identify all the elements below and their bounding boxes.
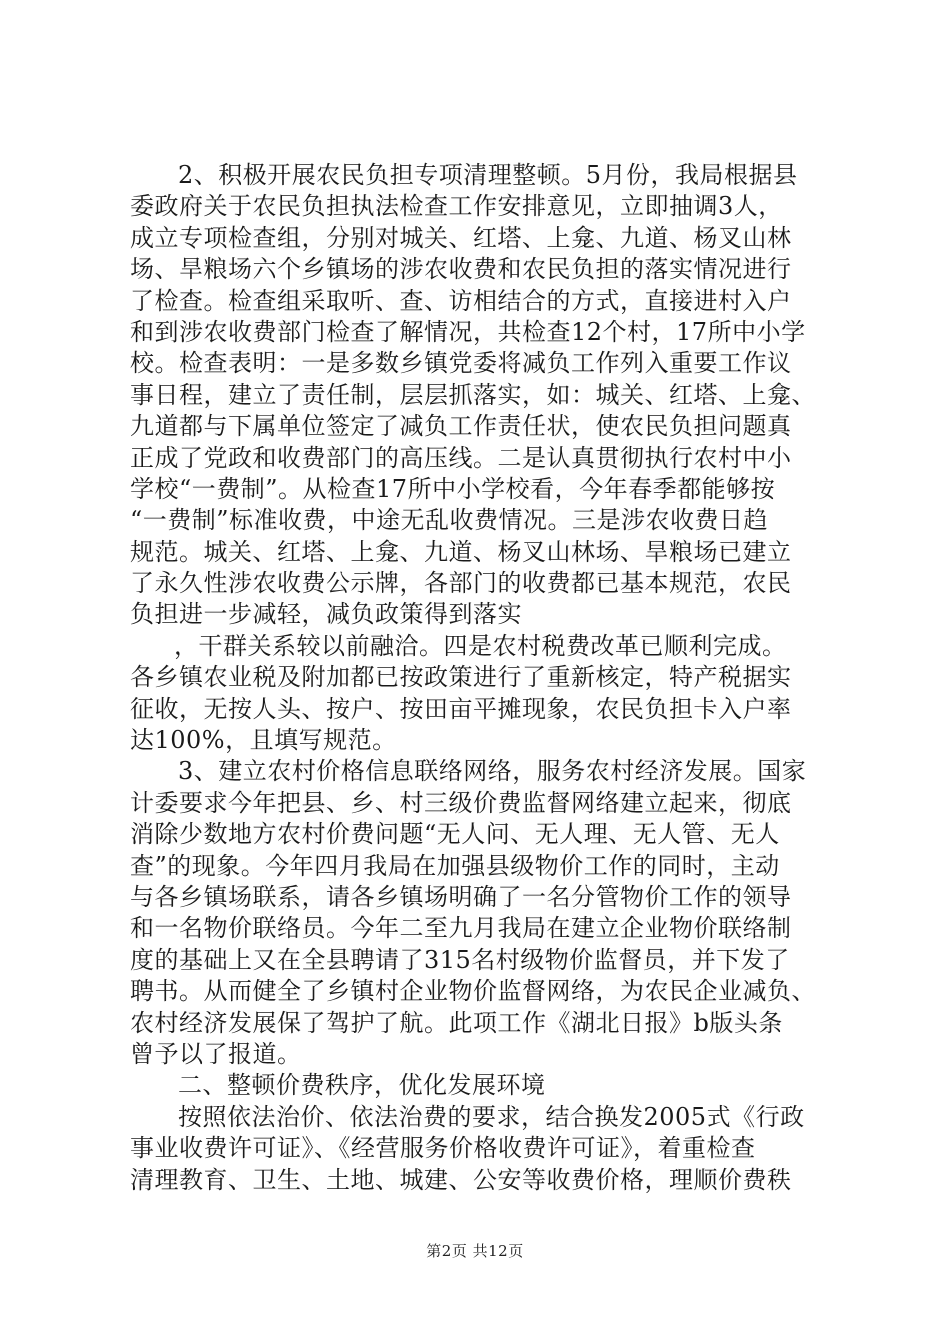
paragraph-line: 曾予以了报道。 <box>130 1039 302 1068</box>
paragraph-line: 3、建立农村价格信息联络网络，服务农村经济发展。国家 <box>178 757 807 786</box>
paragraph-line: 清理教育、卫生、土地、城建、公安等收费价格，理顺价费秩 <box>130 1165 792 1194</box>
paragraph-line: 2、积极开展农民负担专项清理整顿。5月份，我局根据县 <box>178 161 798 189</box>
paragraph-line: 计委要求今年把县、乡、村三级价费监督网络建立起来，彻底 <box>130 788 792 817</box>
paragraph-line: 规范。城关、红塔、上龛、九道、杨叉山林场、旱粮场已建立 <box>130 537 792 566</box>
paragraph-line: 正成了党政和收费部门的高压线。二是认真贯彻执行农村中小 <box>130 443 792 472</box>
paragraph-line: 校。检查表明：一是多数乡镇党委将减负工作列入重要工作议 <box>130 349 792 378</box>
paragraph-line: “一费制”标准收费，中途无乱收费情况。三是涉农收费日趋 <box>130 506 769 535</box>
paragraph-line: 了检查。检查组采取听、查、访相结合的方式，直接进村入户 <box>130 286 792 315</box>
paragraph-line: 查”的现象。今年四月我局在加强县级物价工作的同时，主动 <box>130 851 780 880</box>
paragraph-line: 度的基础上又在全县聘请了315名村级物价监督员，并下发了 <box>130 945 790 974</box>
paragraph-line: 农村经济发展保了驾护了航。此项工作《湖北日报》b版头条 <box>130 1008 783 1037</box>
paragraph-line: 和一名物价联络员。今年二至九月我局在建立企业物价联络制 <box>130 914 792 943</box>
paragraph-line: 事日程，建立了责任制，层层抓落实，如：城关、红塔、上龛、 <box>130 380 816 409</box>
paragraph-line: 负担进一步减轻，减负政策得到落实 <box>130 600 522 629</box>
page-footer <box>0 1240 950 1261</box>
paragraph-line: 聘书。从而健全了乡镇村企业物价监督网络，为农民企业减负、 <box>130 977 816 1006</box>
paragraph-line: 按照依法治价、依法治费的要求，结合换发2005式《行政 <box>178 1102 805 1131</box>
paragraph-line: 事业收费许可证》、《经营服务价格收费许可证》，着重检查 <box>130 1134 756 1163</box>
paragraph-line: 委政府关于农民负担执法检查工作安排意见，立即抽调3人， <box>130 192 783 221</box>
paragraph-line: 成立专项检查组，分别对城关、红塔、上龛、九道、杨叉山林 <box>130 223 792 252</box>
body-text <box>130 160 830 1196</box>
paragraph-line: 九道都与下属单位签定了减负工作责任状，使农民负担问题真 <box>130 412 792 441</box>
section-heading: 二、整顿价费秩序，优化发展环境 <box>178 1071 546 1100</box>
paragraph-line: 达100%，且填写规范。 <box>130 726 397 755</box>
page-number: 第2页 共12页 <box>426 1242 524 1260</box>
paragraph-line: 与各乡镇场联系，请各乡镇场明确了一名分管物价工作的领导 <box>130 882 792 911</box>
paragraph-line: 场、旱粮场六个乡镇场的涉农收费和农民负担的落实情况进行 <box>130 255 792 284</box>
paragraph-line: 和到涉农收费部门检查了解情况，共检查12个村，17所中小学 <box>130 317 806 346</box>
paragraph-line: ，干群关系较以前融洽。四是农村税费改革已顺利完成。 <box>174 631 787 660</box>
paragraph-line: 学校“一费制”。从检查17所中小学校看，今年春季都能够按 <box>130 474 776 503</box>
paragraph-line: 征收，无按人头、按户、按田亩平摊现象，农民负担卡入户率 <box>130 694 792 723</box>
paragraph-line: 消除少数地方农村价费问题“无人问、无人理、无人管、无人 <box>130 820 780 849</box>
paragraph-line: 各乡镇农业税及附加都已按政策进行了重新核定，特产税据实 <box>130 663 792 692</box>
paragraph-line: 了永久性涉农收费公示牌，各部门的收费都已基本规范，农民 <box>130 569 792 598</box>
